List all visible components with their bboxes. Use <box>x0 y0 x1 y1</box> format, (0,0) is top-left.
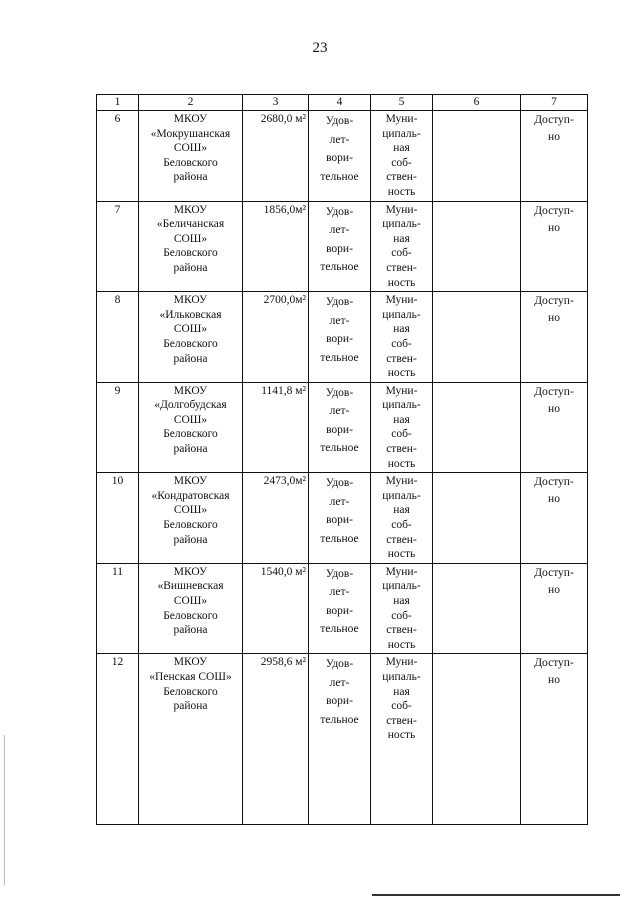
column-6-value <box>433 382 521 473</box>
school-name-line: Беловского <box>163 685 218 698</box>
condition-line: вори- <box>326 604 353 617</box>
table-row <box>97 473 588 564</box>
condition-line: лет- <box>329 495 350 508</box>
school-name-line: района <box>173 171 208 184</box>
school-name <box>139 382 243 473</box>
schools-table <box>96 94 588 825</box>
ownership <box>371 654 433 825</box>
accessibility-line: но <box>548 221 560 234</box>
condition-line: тельное <box>320 442 359 455</box>
condition-line: вори- <box>326 152 353 164</box>
header-cell-1: 1 <box>97 95 139 111</box>
ownership-line: ствен- <box>386 624 417 637</box>
column-6-value <box>433 563 521 654</box>
row-number: 9 <box>97 382 139 473</box>
scan-margin-line <box>4 735 5 885</box>
accessibility-line: Доступ- <box>534 114 574 126</box>
accessibility-line: Доступ- <box>534 385 574 398</box>
table-row <box>97 382 588 473</box>
school-name-line: Беловского <box>163 609 218 622</box>
ownership-line: ность <box>387 367 416 380</box>
ownership-line: соб- <box>391 337 412 350</box>
condition-line: Удов- <box>325 477 354 490</box>
school-name-line: МКОУ <box>173 203 208 216</box>
page-number: 23 <box>312 40 328 56</box>
school-name-line: СОШ» <box>173 232 208 245</box>
ownership-line: соб- <box>391 519 412 532</box>
building-area: 2700,0м² <box>243 292 309 383</box>
condition-line: тельное <box>320 261 359 274</box>
row-number: 8 <box>97 292 139 383</box>
ownership-line: ствен- <box>386 443 417 456</box>
school-name-line: «Кондратовская <box>151 489 230 502</box>
condition-line: лет- <box>329 133 350 146</box>
school-name-line: МКОУ <box>173 565 208 578</box>
ownership-line: Муни- <box>385 203 418 216</box>
school-name <box>139 563 243 654</box>
ownership <box>371 563 433 654</box>
table-row <box>97 563 588 654</box>
row-number: 7 <box>97 201 139 292</box>
ownership-line: ная <box>393 142 410 155</box>
ownership-line: ная <box>393 413 410 426</box>
school-name-line: Беловского <box>163 156 218 169</box>
condition-line: тельное <box>320 713 359 726</box>
condition <box>309 201 371 292</box>
ownership-line: ципаль- <box>382 399 421 412</box>
school-name-line: МКОУ <box>173 294 208 307</box>
ownership <box>371 111 433 202</box>
ownership-line: Муни- <box>385 656 418 669</box>
ownership-line: ная <box>393 595 410 607</box>
accessibility <box>521 563 588 654</box>
header-cell-6: 6 <box>433 95 521 111</box>
condition-line: лет- <box>329 224 350 237</box>
school-name-line: «Долгобудская <box>154 399 227 412</box>
ownership-line: ствен- <box>386 261 417 274</box>
ownership-line: соб- <box>391 156 412 169</box>
school-name-line: «Беличанская <box>156 218 225 231</box>
header-cell-4: 4 <box>309 95 371 111</box>
ownership-line: ная <box>393 504 410 517</box>
ownership-line: ность <box>387 276 416 289</box>
accessibility-line: но <box>548 402 560 415</box>
accessibility-line: но <box>548 674 560 687</box>
footer-rule <box>372 894 620 896</box>
ownership-line: ципаль- <box>382 127 421 140</box>
school-name-line: «Пенская СОШ» <box>149 670 232 683</box>
condition-line: Удов- <box>325 658 354 671</box>
ownership-line: ность <box>387 638 416 651</box>
school-name-line: Беловского <box>163 428 218 441</box>
row-number: 12 <box>97 654 139 825</box>
accessibility-line: но <box>548 312 560 325</box>
column-6-value <box>433 201 521 292</box>
building-area: 2680,0 м² <box>243 111 309 202</box>
accessibility <box>521 292 588 383</box>
ownership <box>371 382 433 473</box>
ownership-line: ципаль- <box>382 308 421 321</box>
table-row <box>97 201 588 292</box>
school-name-line: Беловского <box>163 337 218 350</box>
condition-line: вори- <box>326 423 353 436</box>
accessibility-line: но <box>548 493 560 506</box>
school-name-line: района <box>173 700 208 713</box>
school-name-line: «Вишневская <box>157 580 224 593</box>
ownership-line: Муни- <box>385 475 418 488</box>
ownership-line: ная <box>393 232 410 245</box>
column-6-value <box>433 111 521 202</box>
school-name-line: СОШ» <box>173 142 208 155</box>
accessibility-line: но <box>548 131 560 143</box>
header-cell-3: 3 <box>243 95 309 111</box>
condition <box>309 563 371 654</box>
building-area: 1856,0м² <box>243 201 309 292</box>
ownership-line: ствен- <box>386 352 417 365</box>
accessibility <box>521 473 588 564</box>
column-6-value <box>433 473 521 564</box>
accessibility-line: Доступ- <box>534 204 574 217</box>
condition-line: Удов- <box>325 386 354 399</box>
ownership <box>371 201 433 292</box>
school-name <box>139 654 243 825</box>
header-cell-7: 7 <box>521 95 588 111</box>
school-name-line: «Мокрушанская <box>150 127 231 140</box>
condition-line: Удов- <box>325 296 354 309</box>
condition-line: лет- <box>329 676 350 689</box>
ownership-line: ствен- <box>386 533 417 546</box>
ownership-line: ципаль- <box>382 670 421 683</box>
accessibility-line: Доступ- <box>534 657 574 670</box>
building-area: 1141,8 м² <box>243 382 309 473</box>
header-cell-2: 2 <box>139 95 243 111</box>
table-row <box>97 654 588 825</box>
building-area: 2473,0м² <box>243 473 309 564</box>
school-name-line: Беловского <box>163 519 218 532</box>
ownership-line: ность <box>387 548 416 561</box>
accessibility-line: Доступ- <box>534 566 574 579</box>
building-area: 1540,0 м² <box>243 563 309 654</box>
ownership-line: Муни- <box>385 113 418 125</box>
school-name-line: Беловского <box>163 247 218 260</box>
ownership-line: ная <box>393 685 410 698</box>
ownership-line: ципаль- <box>382 489 421 502</box>
school-name <box>139 111 243 202</box>
condition-line: лет- <box>329 314 350 327</box>
ownership-line: ность <box>387 185 416 198</box>
school-name-line: МКОУ <box>173 113 208 125</box>
header-cell-5: 5 <box>371 95 433 111</box>
condition-line: вори- <box>326 514 353 527</box>
ownership <box>371 292 433 383</box>
condition-line: вори- <box>326 333 353 346</box>
school-name <box>139 292 243 383</box>
school-name <box>139 473 243 564</box>
accessibility <box>521 654 588 825</box>
school-name-line: МКОУ <box>173 656 208 669</box>
condition-line: тельное <box>320 170 359 183</box>
ownership-line: ципаль- <box>382 218 421 231</box>
school-name-line: СОШ» <box>173 413 208 426</box>
row-number: 10 <box>97 473 139 564</box>
school-name-line: СОШ» <box>173 504 208 517</box>
ownership-line: Муни- <box>385 565 418 578</box>
ownership-line: ствен- <box>386 714 417 727</box>
condition-line: вори- <box>326 242 353 255</box>
ownership-line: соб- <box>391 247 412 260</box>
row-number: 6 <box>97 111 139 202</box>
accessibility-line: Доступ- <box>534 476 574 489</box>
condition <box>309 111 371 202</box>
school-name-line: МКОУ <box>173 475 208 488</box>
condition-line: Удов- <box>325 115 354 127</box>
condition <box>309 473 371 564</box>
condition <box>309 382 371 473</box>
ownership <box>371 473 433 564</box>
condition-line: лет- <box>329 586 350 599</box>
condition-line: Удов- <box>325 205 354 218</box>
ownership-line: соб- <box>391 700 412 713</box>
ownership-line: ность <box>387 457 416 470</box>
building-area: 2958,6 м² <box>243 654 309 825</box>
condition-line: тельное <box>320 532 359 545</box>
school-name-line: МКОУ <box>173 384 208 397</box>
school-name-line: района <box>173 443 208 456</box>
ownership-line: ная <box>393 323 410 336</box>
ownership-line: соб- <box>391 609 412 622</box>
school-name-line: СОШ» <box>173 595 208 607</box>
condition <box>309 292 371 383</box>
accessibility <box>521 382 588 473</box>
column-6-value <box>433 292 521 383</box>
accessibility <box>521 111 588 202</box>
table-row <box>97 292 588 383</box>
ownership-line: ципаль- <box>382 580 421 593</box>
condition <box>309 654 371 825</box>
school-name <box>139 201 243 292</box>
column-6-value <box>433 654 521 825</box>
row-number: 11 <box>97 563 139 654</box>
accessibility <box>521 201 588 292</box>
school-name-line: СОШ» <box>173 323 208 336</box>
condition-line: тельное <box>320 623 359 636</box>
condition-line: Удов- <box>325 567 354 580</box>
accessibility-line: Доступ- <box>534 295 574 308</box>
ownership-line: Муни- <box>385 294 418 307</box>
school-name-line: района <box>173 533 208 546</box>
header-row <box>97 95 588 111</box>
ownership-line: соб- <box>391 428 412 441</box>
ownership-line: ствен- <box>386 171 417 184</box>
school-name-line: района <box>173 624 208 637</box>
condition-line: лет- <box>329 405 350 418</box>
school-name-line: района <box>173 352 208 365</box>
ownership-line: ность <box>387 729 416 742</box>
table-row <box>97 111 588 202</box>
condition-line: тельное <box>320 351 359 364</box>
school-name-line: «Ильковская <box>159 308 222 321</box>
school-name-line: района <box>173 261 208 274</box>
condition-line: вори- <box>326 695 353 708</box>
ownership-line: Муни- <box>385 384 418 397</box>
accessibility-line: но <box>548 583 560 596</box>
